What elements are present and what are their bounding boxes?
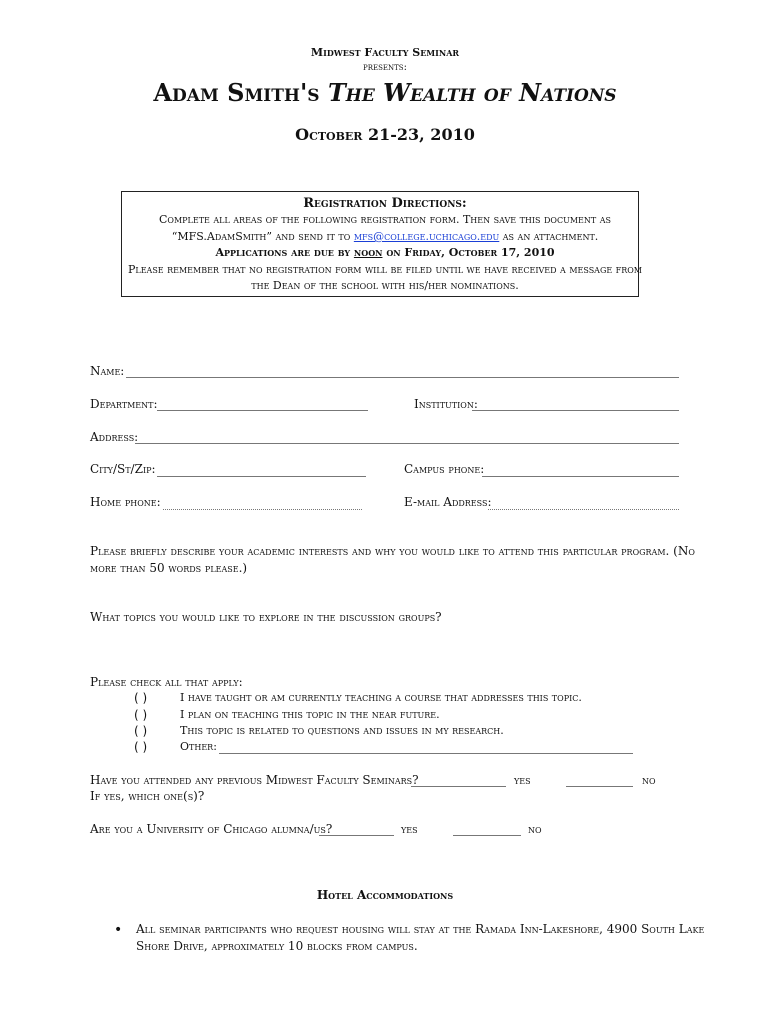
- option-checkbox-2[interactable]: ( ): [134, 708, 148, 722]
- email-link[interactable]: mfs@college.uchicago.edu: [353, 230, 500, 243]
- page-title: [0, 78, 770, 107]
- name-field[interactable]: [126, 377, 679, 378]
- event-dates: October 21-23, 2010: [295, 125, 475, 144]
- email-address-label: E-mail Address:: [404, 495, 492, 509]
- directions-line-2-pre: “MFS.AdamSmith” and send it to: [171, 230, 351, 243]
- campus-phone-label: Campus phone:: [404, 462, 485, 476]
- previous-seminars-yes-label: yes: [514, 773, 531, 787]
- alumna-no-field[interactable]: [453, 835, 521, 836]
- which-ones-question: If yes, which one(s)?: [90, 789, 205, 803]
- name-label: Name:: [90, 364, 125, 378]
- department-field[interactable]: [157, 410, 368, 411]
- option-label-3: This topic is related to questions and issues in my research.: [180, 724, 504, 737]
- institution-label: Institution:: [414, 397, 478, 411]
- hotel-item-line-1: All seminar participants who request housing will stay at the Ramada Inn-Lakeshore, 4900 South Lake: [136, 922, 705, 936]
- alumna-question: Are you a University of Chicago alumna/us?: [90, 822, 333, 836]
- directions-line-3: [0, 246, 770, 259]
- department-label: Department:: [90, 397, 158, 411]
- directions-line-2: [0, 230, 770, 243]
- address-label: Address:: [90, 430, 139, 444]
- option-checkbox-3[interactable]: ( ): [134, 724, 148, 738]
- interests-question-line-1: Please briefly describe your academic interests and why you would like to attend this particular program. (No: [90, 544, 695, 558]
- hotel-item-line-2: Shore Drive, approximately 10 blocks from campus.: [136, 939, 418, 953]
- directions-line-3-post: on Friday, October 17, 2010: [386, 246, 555, 259]
- interests-question-line-2: more than 50 words please.): [90, 561, 248, 575]
- campus-phone-field[interactable]: [482, 476, 679, 477]
- alumna-yes-field[interactable]: [319, 835, 394, 836]
- check-all-label: Please check all that apply:: [90, 675, 243, 689]
- directions-line-1: Complete all areas of the following registration form. Then save this document as: [159, 213, 611, 226]
- home-phone-field[interactable]: [163, 509, 362, 510]
- option-label-1: I have taught or am currently teaching a course that addresses this topic.: [180, 691, 582, 704]
- deadline-noon: noon: [353, 246, 383, 259]
- directions-heading: Registration Directions:: [303, 196, 467, 211]
- previous-seminars-question: Have you attended any previous Midwest Faculty Seminars?: [90, 773, 419, 787]
- previous-seminars-yes-field[interactable]: [411, 786, 506, 787]
- city-state-zip-label: City/St/Zip:: [90, 462, 156, 476]
- hotel-heading: Hotel Accommodations: [316, 888, 454, 902]
- other-field[interactable]: [219, 753, 633, 754]
- previous-seminars-no-field[interactable]: [566, 786, 633, 787]
- home-phone-label: Home phone:: [90, 495, 161, 509]
- presents-label: presents:: [363, 62, 407, 73]
- city-state-zip-field[interactable]: [157, 476, 366, 477]
- option-checkbox-4[interactable]: ( ): [134, 740, 148, 754]
- option-label-other: Other:: [180, 740, 217, 753]
- alumna-no-label: no: [528, 822, 542, 836]
- directions-line-3-pre: Applications are due by: [215, 246, 351, 259]
- title-work: The Wealth of Nations: [327, 78, 617, 107]
- seminar-name: Midwest Faculty Seminar: [310, 46, 460, 59]
- directions-line-4: Please remember that no registration form will be filed until we have received a message from: [127, 263, 642, 276]
- institution-field[interactable]: [472, 410, 679, 411]
- directions-line-5: the Dean of the school with his/her nominations.: [251, 279, 519, 292]
- topics-question: What topics you would like to explore in the discussion groups?: [90, 610, 442, 624]
- directions-line-2-post: as an attachment.: [502, 230, 599, 243]
- option-label-2: I plan on teaching this topic in the near future.: [180, 708, 440, 721]
- alumna-yes-label: yes: [401, 822, 418, 836]
- address-field[interactable]: [135, 443, 679, 444]
- bullet-icon: •: [114, 922, 123, 938]
- title-author: Adam Smith's: [153, 78, 320, 107]
- previous-seminars-no-label: no: [642, 773, 656, 787]
- option-checkbox-1[interactable]: ( ): [134, 691, 148, 705]
- email-address-field[interactable]: [488, 509, 679, 510]
